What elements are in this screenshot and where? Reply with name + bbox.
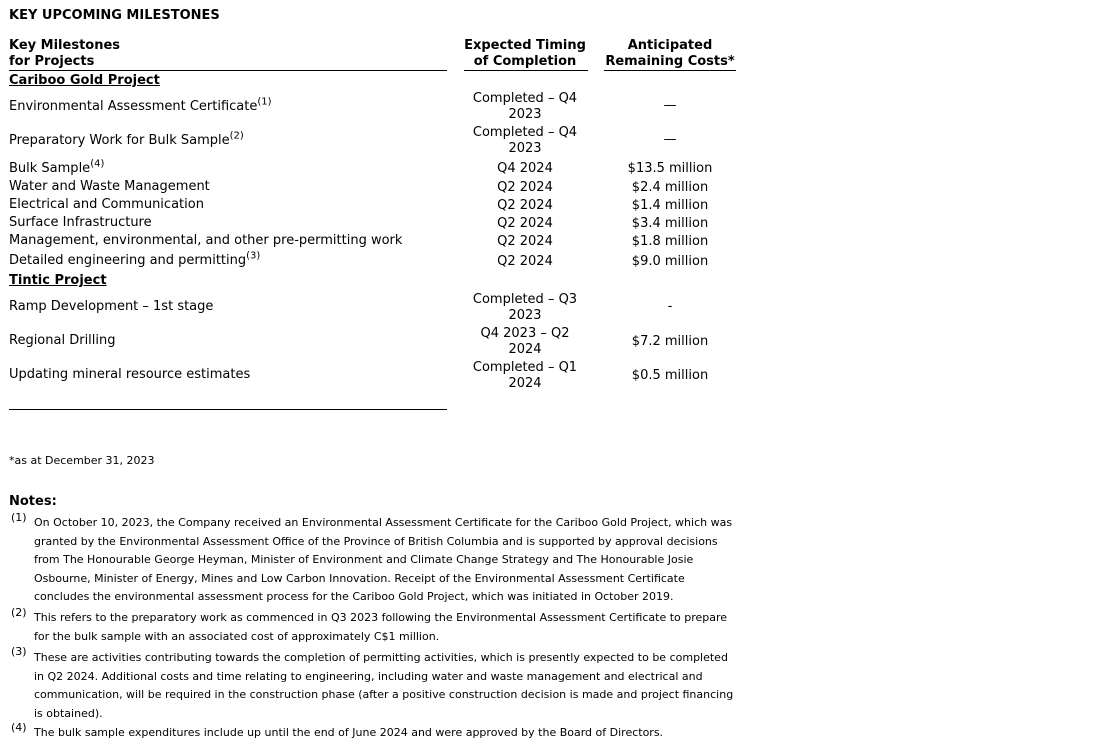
cost-cell: $1.8 million <box>631 234 709 249</box>
timing-line: Completed – Q1 <box>472 360 578 375</box>
timing-cell <box>455 292 595 324</box>
note-ref: (3) <box>246 250 261 262</box>
table-bottom-rule <box>9 409 447 410</box>
timing-cell: Q2 2024 <box>497 216 553 231</box>
cost-cell: - <box>667 299 673 314</box>
table-footnote: *as at December 31, 2023 <box>9 454 155 467</box>
milestone-label: Regional Drilling <box>9 333 116 348</box>
note-marker: (3) <box>11 645 27 658</box>
note-text: The bulk sample expenditures include up until the end of June 2024 and were approved by the Board of Directors. <box>34 726 664 739</box>
timing-cell: Q2 2024 <box>497 254 553 269</box>
milestone-row-label <box>9 96 272 114</box>
milestone-row-label <box>9 250 261 268</box>
timing-line: Completed – Q4 <box>472 125 578 140</box>
milestone-label: Management, environmental, and other pre-permitting work <box>9 233 403 248</box>
note-ref: (4) <box>90 158 105 170</box>
milestone-label: Updating mineral resource estimates <box>9 367 251 382</box>
header-costs-line1: Anticipated <box>627 38 713 53</box>
cost-cell: $9.0 million <box>631 254 709 269</box>
cost-cell: $7.2 million <box>631 334 709 349</box>
header-costs-line2: Remaining Costs* <box>605 54 735 69</box>
cost-cell: $3.4 million <box>631 216 709 231</box>
note-text: This refers to the preparatory work as commenced in Q3 2023 following the Environmental Assessment Certificate to prepare for the bulk sample with an associated cost of approximately C$1 million. <box>34 611 728 643</box>
milestone-label: Environmental Assessment Certificate <box>9 99 258 114</box>
header-timing-line1: Expected Timing <box>464 38 586 53</box>
cost-cell: — <box>663 98 677 113</box>
milestone-label: Detailed engineering and permitting <box>9 253 247 268</box>
milestone-label: Electrical and Communication <box>9 197 204 212</box>
header-milestones <box>9 38 120 70</box>
timing-line: 2024 <box>508 342 542 357</box>
cost-cell: — <box>663 132 677 147</box>
cost-cell: $2.4 million <box>631 180 709 195</box>
header-timing-line2: of Completion <box>473 54 577 69</box>
note-ref: (2) <box>229 130 244 142</box>
timing-line: Q4 2023 – Q2 <box>480 326 570 341</box>
cost-cell: $0.5 million <box>631 368 709 383</box>
milestone-row-label <box>9 158 105 176</box>
milestone-row-label <box>9 130 244 148</box>
timing-line: 2023 <box>508 308 542 323</box>
timing-line: Completed – Q3 <box>472 292 578 307</box>
timing-cell <box>455 91 595 123</box>
timing-cell: Q2 2024 <box>497 234 553 249</box>
notes-heading: Notes: <box>9 494 57 509</box>
timing-line: 2024 <box>508 376 542 391</box>
page-title: KEY UPCOMING MILESTONES <box>9 8 220 23</box>
header-milestones-line2: for Projects <box>9 54 95 69</box>
header-rule-timing <box>464 70 588 71</box>
milestone-label: Preparatory Work for Bulk Sample <box>9 133 230 148</box>
header-rule-costs <box>604 70 736 71</box>
milestone-label: Bulk Sample <box>9 161 91 176</box>
timing-cell: Q4 2024 <box>497 161 553 176</box>
header-costs <box>597 38 743 70</box>
note-text: These are activities contributing towards the completion of permitting activities, which is presently expected to be completed in Q2 2024. Additional costs and time relating to engineering, including water and waste management and electrical and communication, will be required in the construction phase (after a positive construction decision is made and project financing is obtained). <box>34 651 734 720</box>
note-text: On October 10, 2023, the Company received an Environmental Assessment Certificate for the Cariboo Gold Project, which was granted by the Environmental Assessment Office of the Province of British Columbia and is supported by approval decisions from The Honourable George Heyman, Minister of Environment and Climate Change Strategy and The Honourable Josie Osbourne, Minister of Energy, Mines and Low Carbon Innovation. Receipt of the Environmental Assessment Certificate concludes the environmental assessment process for the Cariboo Gold Project, which was initiated in October 2019. <box>34 516 733 603</box>
note-ref: (1) <box>257 96 272 108</box>
cost-cell: $1.4 million <box>631 198 709 213</box>
milestone-label: Surface Infrastructure <box>9 215 152 230</box>
milestone-label: Ramp Development – 1st stage <box>9 299 214 314</box>
timing-cell <box>455 125 595 157</box>
timing-line: 2023 <box>508 141 542 156</box>
timing-cell: Q2 2024 <box>497 180 553 195</box>
cost-cell: $13.5 million <box>627 161 713 176</box>
timing-line: 2023 <box>508 107 542 122</box>
note-marker: (2) <box>11 606 27 619</box>
header-timing <box>455 38 595 70</box>
timing-cell <box>455 326 595 358</box>
timing-cell: Q2 2024 <box>497 198 553 213</box>
section-title-tintic: Tintic Project <box>9 273 107 288</box>
header-milestones-line1: Key Milestones <box>9 38 121 53</box>
header-rule-milestones <box>9 70 447 71</box>
timing-line: Completed – Q4 <box>472 91 578 106</box>
section-title-cariboo: Cariboo Gold Project <box>9 73 160 88</box>
timing-cell <box>455 360 595 392</box>
note-marker: (4) <box>11 721 27 734</box>
milestone-label: Water and Waste Management <box>9 179 210 194</box>
note-marker: (1) <box>11 511 27 524</box>
